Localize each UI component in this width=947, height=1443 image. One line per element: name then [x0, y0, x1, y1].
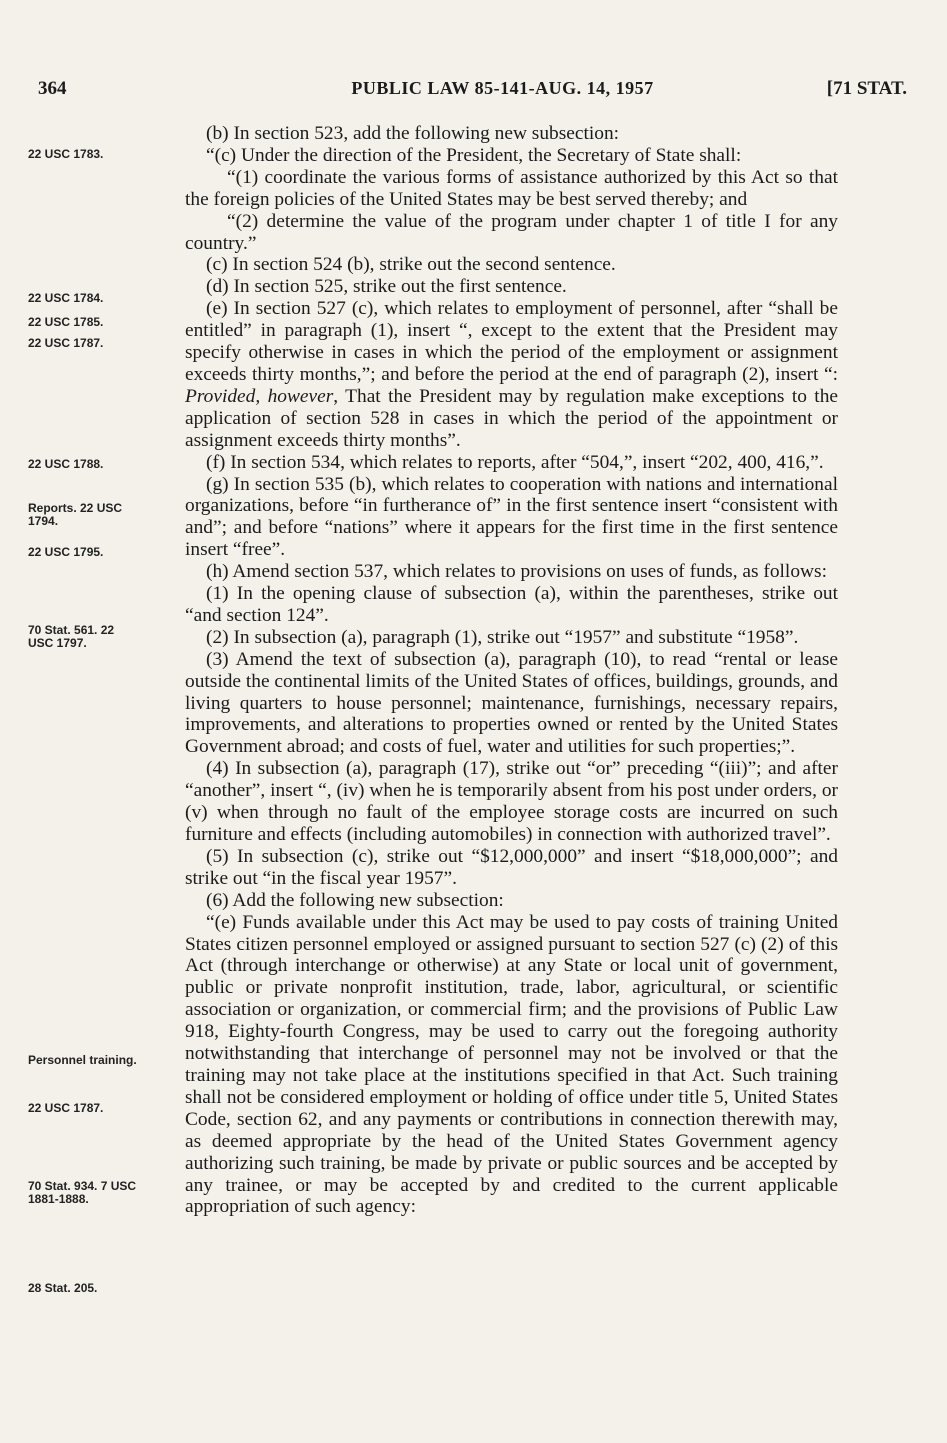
margin-note: 28 Stat. 205. — [28, 1281, 98, 1295]
margin-note: 70 Stat. 561. 22 USC 1797. — [28, 623, 115, 650]
paragraph: “(2) determine the value of the program under chapter 1 of title I for any country.” — [185, 210, 838, 254]
margin-note: Reports. 22 USC 1794. — [28, 501, 123, 528]
body-text — [185, 123, 838, 1218]
margin-note: 22 USC 1788. — [28, 457, 104, 471]
paragraph: (g) In section 535 (b), which relates to cooperation with nations and international organizations, before “in furtherance of” in the first sentence insert “consistent with and”; and before “nations” where it appears for the first time in the first sentence insert “free”. — [185, 473, 838, 561]
paragraph: (c) In section 524 (b), strike out the second sentence. — [206, 254, 616, 276]
paragraph-text: (e) In section 527 (c), which relates to employment of personnel, after “shall be entitled” in paragraph (1), insert “, except to the extent that the President may specify otherwise in cases in which the period of the employment or assignment exceeds thirty months,”; and before the period at the end of paragraph (2), insert “: — [185, 298, 838, 385]
margin-note: 22 USC 1795. — [28, 545, 104, 559]
paragraph: “(e) Funds available under this Act may be used to pay costs of training United States citizen personnel employed or assigned pursuant to section 527 (c) (2) of this Act (through interchange or otherwise) at any State or local unit of government, public or private nonprofit institution, trade, labor, agricultural, or scientific association or organization, or commercial firm; and the provisions of Public Law 918, Eighty-fourth Congress, may be used to carry out the foregoing authority notwithstanding that interchange of personnel may not be involved or that the training may not take place at the institutions specified in that Act. Such training shall not be considered employment or holding of office under title 5, United States Code, section 62, and any payments or contributions in connection therewith may, as deemed appropriate by the head of the United States Government agency authorizing such training, be made by private or public sources and be accepted by any trainee, or may be accepted by and credited to the current applicable appropriation of such agency: — [185, 911, 838, 1218]
paragraph: (4) In subsection (a), paragraph (17), strike out “or” preceding “(iii)”; and after “another”, insert “, (iv) when he is temporarily absent from his post under orders, or (v) when through no fault of the employee storage costs are incurred on such furniture and effects (including automobiles) in connection with authorized travel”. — [185, 758, 838, 845]
running-title: PUBLIC LAW 85-141-AUG. 14, 1957 — [351, 78, 654, 98]
paragraph: (b) In section 523, add the following new subsection: — [206, 123, 620, 144]
paragraph: (d) In section 525, strike out the first sentence. — [206, 276, 567, 298]
paragraph: (3) Amend the text of subsection (a), paragraph (10), to read “rental or lease outside the continental limits of the United States of offices, buildings, grounds, and living quarters to house personnel; maintenance, furnishings, necessary repairs, improvements, and alterations to properties owned or rented by the United States Government abroad; and costs of fuel, water and utilities for such properties;”. — [185, 648, 838, 758]
proviso-italic: Provided, however — [185, 385, 334, 407]
page-header — [38, 78, 907, 104]
paragraph — [185, 298, 838, 451]
paragraph: (1) In the opening clause of subsection (a), within the parentheses, strike out “and section 124”. — [185, 583, 838, 626]
margin-note: 22 USC 1783. — [28, 147, 104, 161]
margin-note: Personnel training. — [28, 1053, 137, 1067]
paragraph: (2) In subsection (a), paragraph (1), strike out “1957” and substitute “1958”. — [206, 626, 799, 648]
paragraph: (f) In section 534, which relates to reports, after “504,”, insert “202, 400, 416,”. — [206, 451, 824, 473]
margin-note: 22 USC 1787. — [28, 336, 104, 350]
margin-note: 22 USC 1785. — [28, 315, 104, 329]
paragraph-text: , That the President may by regulation make exceptions to the application of section 528 in cases in which the period of the appointment or assignment exceeds thirty months”. — [185, 385, 839, 451]
paragraph: (5) In subsection (c), strike out “$12,000,000” and insert “$18,000,000”; and strike out “in the fiscal year 1957”. — [185, 845, 838, 889]
paragraph: (6) Add the following new subsection: — [206, 889, 504, 911]
page-number: 364 — [38, 78, 67, 99]
margin-note: 22 USC 1787. — [28, 1101, 104, 1115]
margin-note: 22 USC 1784. — [28, 291, 104, 305]
volume-reference: [71 STAT. — [826, 78, 907, 99]
paragraph: “(c) Under the direction of the President, the Secretary of State shall: — [206, 144, 742, 166]
paragraph: “(1) coordinate the various forms of assistance authorized by this Act so that the foreign policies of the United States may be best served thereby; and — [185, 166, 838, 210]
margin-note: 70 Stat. 934. 7 USC 1881-1888. — [28, 1179, 137, 1206]
paragraph: (h) Amend section 537, which relates to provisions on uses of funds, as follows: — [206, 561, 827, 583]
